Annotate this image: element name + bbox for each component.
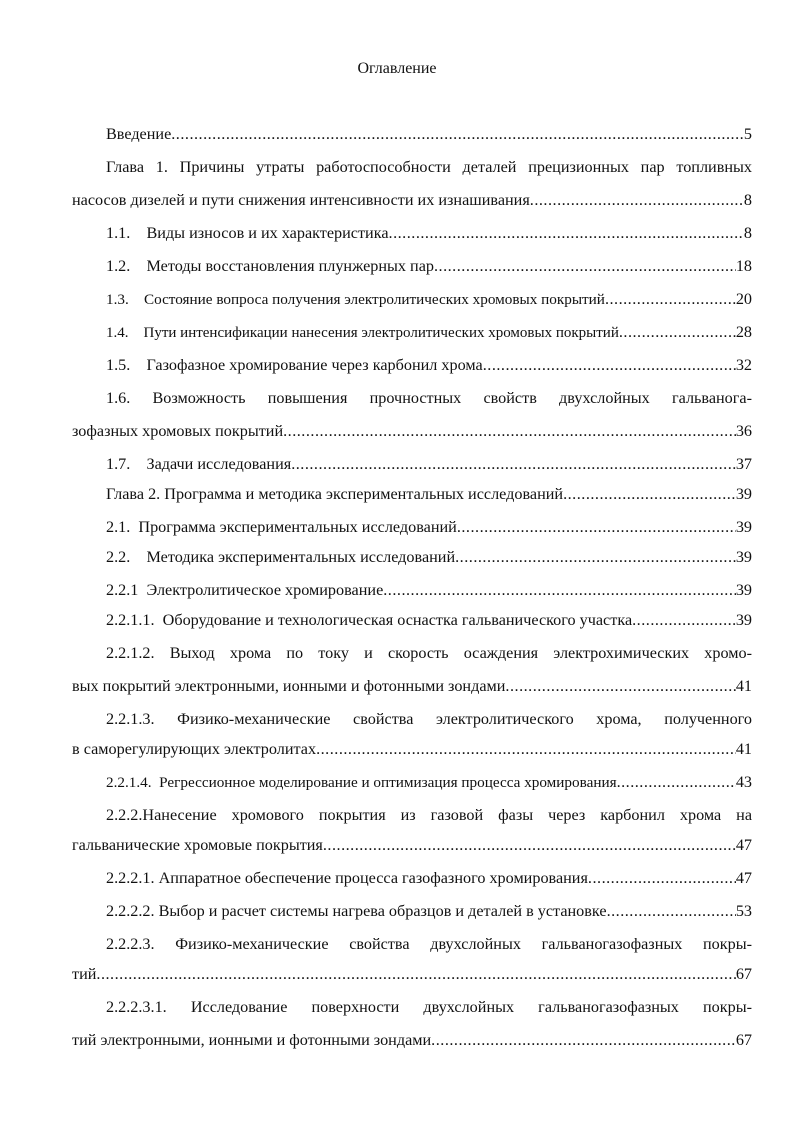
- toc-entry[interactable]: [106, 223, 752, 244]
- toc-entry[interactable]: [106, 997, 752, 1018]
- leader-dots: [283, 421, 736, 441]
- toc-page-number: 8: [743, 191, 752, 209]
- toc-page-number: 41: [735, 677, 752, 695]
- leader-dots: [505, 676, 735, 696]
- toc-entry-text: 1.4. Пути интенсификации нанесения электролитических хромовых покрытий: [106, 325, 619, 341]
- toc-entry-text: 1.6. Возможность повышения прочностных свойств двухслойных гальванога-: [106, 389, 752, 407]
- toc-entry-text: 2.2.2.3. Физико-механические свойства двухслойных гальваногазофазных покры-: [106, 935, 752, 953]
- leader-dots: [96, 964, 735, 984]
- toc-page-number: 32: [735, 356, 752, 374]
- toc-page-number: 47: [735, 836, 752, 854]
- toc-entry-text: 2.2.1 Электролитическое хромирование: [106, 581, 384, 599]
- toc-page-number: 18: [735, 257, 752, 275]
- leader-dots: [455, 547, 736, 567]
- toc-entry-continuation[interactable]: [72, 190, 752, 211]
- toc-page-number: 37: [735, 455, 752, 473]
- toc-entry-text: в саморегулирующих электролитах: [72, 740, 317, 758]
- toc-entry[interactable]: [106, 289, 752, 310]
- toc-entry-text: 2.2.1.2. Выход хрома по току и скорость осаждения электрохимических хромо-: [106, 644, 752, 662]
- toc-entry-text: 2.2.2.Нанесение хромового покрытия из газовой фазы через карбонил хрома на: [106, 806, 752, 824]
- toc-entry-text: 2.2. Методика экспериментальных исследований: [106, 548, 456, 566]
- toc-entry-text: 2.1. Программа экспериментальных исследований: [106, 518, 457, 536]
- toc-entry[interactable]: [106, 124, 752, 145]
- leader-dots: [389, 223, 744, 243]
- page-title: Оглавление: [357, 60, 437, 77]
- toc-entry-text: 2.2.1.3. Физико-механические свойства электролитического хрома, полученного: [106, 710, 752, 728]
- toc-entry-text: гальванические хромовые покрытия: [72, 836, 323, 854]
- toc-entry[interactable]: [106, 355, 752, 376]
- leader-dots: [323, 835, 736, 855]
- leader-dots: [588, 868, 736, 888]
- toc-page-number: 5: [743, 125, 752, 143]
- toc-page-number: 28: [735, 323, 752, 341]
- toc-entry-text: 2.2.2.3.1. Исследование поверхности двухслойных гальваногазофазных покры-: [106, 998, 752, 1016]
- toc-entry[interactable]: [106, 805, 752, 826]
- leader-dots: [617, 772, 736, 792]
- toc-entry-text: насосов дизелей и пути снижения интенсивности их изнашивания: [72, 191, 530, 209]
- toc-entry-text: вых покрытий электронными, ионными и фотонными зондами: [72, 677, 506, 695]
- toc-entry-text: зофазных хромовых покрытий: [72, 422, 284, 440]
- toc-entry-text: 2.2.1.1. Оборудование и технологическая оснастка гальванического участка: [106, 611, 633, 629]
- leader-dots: [457, 517, 736, 537]
- toc-entry-text: 1.5. Газофазное хромирование через карбонил хрома: [106, 356, 483, 374]
- toc-entry-text: тий: [72, 965, 97, 983]
- leader-dots: [632, 610, 736, 630]
- toc-entry[interactable]: [106, 934, 752, 955]
- toc-entry-text: 1.1. Виды износов и их характеристика: [106, 224, 389, 242]
- toc-page-number: 53: [735, 902, 752, 920]
- toc-entry[interactable]: [106, 868, 752, 889]
- toc-page-number: 20: [735, 290, 752, 308]
- toc-entry-text: 2.2.2.1. Аппаратное обеспечение процесса газофазного хромирования: [106, 869, 588, 887]
- toc-entry-continuation[interactable]: [72, 421, 752, 442]
- toc-page-number: 39: [735, 581, 752, 599]
- toc-page-number: 67: [735, 1031, 752, 1049]
- toc-entry[interactable]: [106, 517, 752, 538]
- toc-page-number: 36: [735, 422, 752, 440]
- toc-entry-continuation[interactable]: [72, 676, 752, 697]
- leader-dots: [383, 580, 736, 600]
- toc-entry-text: 1.7. Задачи исследования: [106, 455, 292, 473]
- toc-entry[interactable]: [106, 610, 752, 631]
- leader-dots: [607, 901, 736, 921]
- leader-dots: [316, 739, 736, 759]
- toc-entry[interactable]: [106, 709, 752, 730]
- leader-dots: [563, 484, 736, 504]
- toc-entry-continuation[interactable]: [72, 739, 752, 760]
- toc-entry[interactable]: [106, 454, 752, 475]
- leader-dots: [619, 322, 736, 342]
- toc-entry[interactable]: [106, 580, 752, 601]
- toc-entry[interactable]: [106, 772, 752, 793]
- toc-entry-text: Глава 1. Причины утраты работоспособности деталей прецизионных пар топливных: [106, 158, 752, 176]
- toc-entry-continuation[interactable]: [72, 1030, 752, 1051]
- toc-page-number: 39: [735, 611, 752, 629]
- toc-entry[interactable]: [106, 256, 752, 277]
- leader-dots: [605, 289, 736, 309]
- toc-entry-continuation[interactable]: [72, 835, 752, 856]
- toc-entry[interactable]: [106, 901, 752, 922]
- toc-page-number: 39: [735, 485, 752, 503]
- toc-entry-text: 2.2.1.4. Регрессионное моделирование и оптимизация процесса хромирования: [106, 774, 617, 791]
- toc-entry-text: Глава 2. Программа и методика экспериментальных исследований: [106, 485, 564, 503]
- toc-page-number: 39: [735, 548, 752, 566]
- leader-dots: [530, 190, 744, 210]
- toc-entry[interactable]: [106, 484, 752, 505]
- toc-page-number: 43: [735, 773, 752, 791]
- toc-entry-text: 2.2.2.2. Выбор и расчет системы нагрева образцов и деталей в установке: [106, 902, 607, 920]
- leader-dots: [483, 355, 736, 375]
- leader-dots: [434, 256, 736, 276]
- toc-entry[interactable]: [106, 322, 752, 343]
- leader-dots: [171, 124, 744, 144]
- toc-entry[interactable]: [106, 643, 752, 664]
- toc-entry-text: Введение: [106, 125, 172, 143]
- toc-entry-continuation[interactable]: [72, 964, 752, 985]
- toc-page-number: 39: [735, 518, 752, 536]
- toc-page-number: 67: [735, 965, 752, 983]
- toc-entry-text: тий электронными, ионными и фотонными зондами: [72, 1031, 432, 1049]
- toc-page-number: 8: [743, 224, 752, 242]
- leader-dots: [291, 454, 736, 474]
- toc-entry[interactable]: [106, 547, 752, 568]
- leader-dots: [431, 1030, 736, 1050]
- toc-entry[interactable]: [106, 388, 752, 409]
- toc-entry[interactable]: [106, 157, 752, 178]
- toc-page-number: 47: [735, 869, 752, 887]
- toc-entry-text: 1.2. Методы восстановления плунжерных пар: [106, 257, 434, 275]
- toc-page-number: 41: [735, 740, 752, 758]
- toc-entry-text: 1.3. Состояние вопроса получения электролитических хромовых покрытий: [106, 291, 605, 308]
